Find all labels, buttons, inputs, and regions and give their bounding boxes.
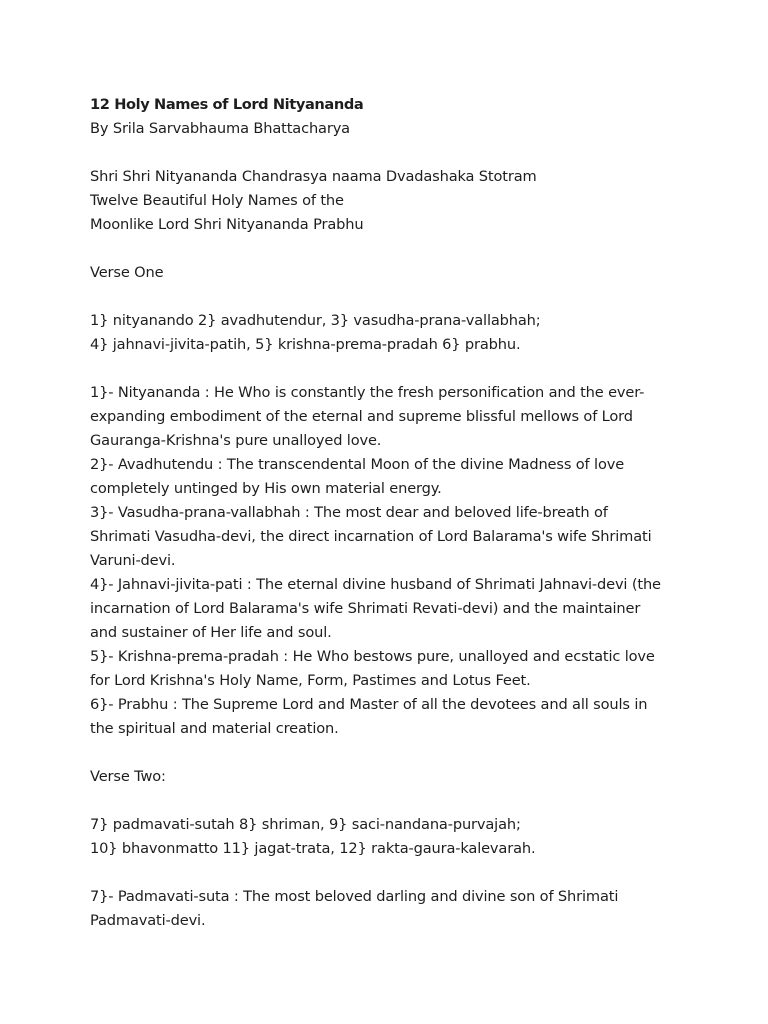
explanation-line: Varuni-devi. xyxy=(90,552,176,569)
explanation-3 xyxy=(90,501,690,573)
explanation-line: 6}- Prabhu : The Supreme Lord and Master of all the devotees and all souls in xyxy=(90,696,648,713)
explanation-1 xyxy=(90,381,690,453)
spacer xyxy=(90,789,690,813)
explanation-4 xyxy=(90,573,690,645)
subtitle-line-2: Twelve Beautiful Holy Names of the xyxy=(90,192,344,209)
explanation-line: completely untinged by His own material energy. xyxy=(90,480,442,497)
explanation-line: 2}- Avadhutendu : The transcendental Moon of the divine Madness of love xyxy=(90,456,625,473)
verse-one-heading: Verse One xyxy=(90,264,164,281)
explanation-line: 5}- Krishna-prema-pradah : He Who bestows pure, unalloyed and ecstatic love xyxy=(90,648,655,665)
explanation-6 xyxy=(90,693,690,741)
explanation-line: Gauranga-Krishna's pure unalloyed love. xyxy=(90,432,382,449)
subtitle-line-3: Moonlike Lord Shri Nityananda Prabhu xyxy=(90,216,364,233)
explanation-line: expanding embodiment of the eternal and supreme blissful mellows of Lord xyxy=(90,408,633,425)
document-title: 12 Holy Names of Lord Nityananda xyxy=(90,96,364,113)
document-author: By Srila Sarvabhauma Bhattacharya xyxy=(90,120,350,137)
spacer xyxy=(90,141,690,165)
explanation-line: 3}- Vasudha-prana-vallabhah : The most dear and beloved life-breath of xyxy=(90,504,608,521)
spacer xyxy=(90,861,690,885)
spacer xyxy=(90,357,690,381)
spacer xyxy=(90,237,690,261)
spacer xyxy=(90,741,690,765)
explanation-line: 1}- Nityananda : He Who is constantly the fresh personification and the ever- xyxy=(90,384,645,401)
verse-one-line-1: 1} nityanando 2} avadhutendur, 3} vasudha-prana-vallabhah; xyxy=(90,312,541,329)
explanation-line: the spiritual and material creation. xyxy=(90,720,339,737)
subtitle-line-1: Shri Shri Nityananda Chandrasya naama Dvadashaka Stotram xyxy=(90,168,537,185)
explanation-7 xyxy=(90,885,690,933)
spacer xyxy=(90,285,690,309)
explanation-line: 4}- Jahnavi-jivita-pati : The eternal divine husband of Shrimati Jahnavi-devi (the xyxy=(90,576,661,593)
explanation-2 xyxy=(90,453,690,501)
explanation-line: and sustainer of Her life and soul. xyxy=(90,624,332,641)
explanation-5 xyxy=(90,645,690,693)
verse-two-line-1: 7} padmavati-sutah 8} shriman, 9} saci-nandana-purvajah; xyxy=(90,816,521,833)
document-body xyxy=(90,93,690,933)
explanation-line: incarnation of Lord Balarama's wife Shrimati Revati-devi) and the maintainer xyxy=(90,600,641,617)
verse-two-line-2: 10} bhavonmatto 11} jagat-trata, 12} rakta-gaura-kalevarah. xyxy=(90,840,536,857)
verse-one-line-2: 4} jahnavi-jivita-patih, 5} krishna-prema-pradah 6} prabhu. xyxy=(90,336,521,353)
explanation-line: Padmavati-devi. xyxy=(90,912,206,929)
explanation-line: for Lord Krishna's Holy Name, Form, Pastimes and Lotus Feet. xyxy=(90,672,531,689)
explanation-line: 7}- Padmavati-suta : The most beloved darling and divine son of Shrimati xyxy=(90,888,619,905)
verse-two-heading: Verse Two: xyxy=(90,768,166,785)
explanation-line: Shrimati Vasudha-devi, the direct incarnation of Lord Balarama's wife Shrimati xyxy=(90,528,652,545)
